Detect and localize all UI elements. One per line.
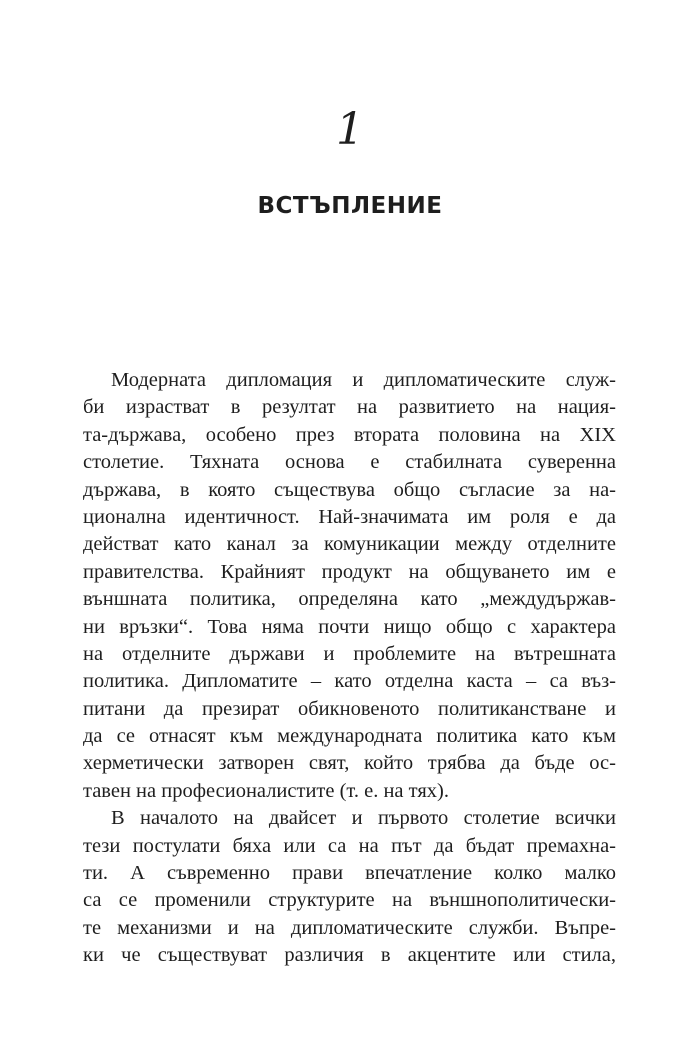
paragraph bbox=[83, 805, 616, 969]
text-line: ционална идентичност. Най-значимата им роля е да bbox=[83, 505, 616, 528]
text-line: тавен на професионалистите (т. е. на тях). bbox=[83, 779, 449, 802]
text-line: столетие. Тяхната основа е стабилната суверенна bbox=[83, 451, 616, 474]
text-line: В началото на двайсет и първото столетие всички bbox=[111, 807, 616, 830]
chapter-number: 1 bbox=[336, 104, 364, 155]
text-line: тези постулати бяха или са на път да бъдат премахна- bbox=[83, 834, 616, 857]
text-line: да се отнасят към международната политика като към bbox=[83, 725, 616, 748]
body-text bbox=[83, 367, 616, 970]
text-line: питани да презират обикновеното политиканстване и bbox=[83, 697, 616, 720]
text-line: та-държава, особено през втората половина на XIX bbox=[83, 423, 616, 446]
text-line: ни връзки“. Това няма почти нищо общо с характера bbox=[83, 615, 616, 638]
text-line: правителства. Крайният продукт на общуването им е bbox=[83, 560, 616, 583]
text-line: херметически затворен свят, който трябва да бъде ос- bbox=[83, 752, 616, 775]
text-line: те механизми и на дипломатическите служби. Въпре- bbox=[83, 916, 616, 939]
text-line: държава, в която съществува общо съгласие за на- bbox=[83, 478, 616, 501]
text-line: Модерната дипломация и дипломатическите служ- bbox=[111, 369, 616, 391]
text-line: политика. Дипломатите – като отделна каста – са въз- bbox=[83, 670, 616, 693]
text-line: би израстват в резултат на развитието на нация- bbox=[83, 396, 616, 419]
text-line: ки че съществуват различия в акцентите или стила, bbox=[83, 944, 616, 967]
text-line: на отделните държави и проблемите на вътрешната bbox=[83, 642, 616, 665]
text-line: ти. А съвременно прави впечатление колко малко bbox=[83, 862, 616, 885]
chapter-title: ВСТЪПЛЕНИЕ bbox=[257, 193, 443, 219]
text-line: външната политика, определяна като „междудържав- bbox=[83, 588, 616, 611]
paragraph bbox=[83, 367, 616, 805]
text-line: действат като канал за комуникации между отделните bbox=[83, 533, 616, 556]
text-line: са се променили структурите на външнополитически- bbox=[83, 889, 616, 912]
